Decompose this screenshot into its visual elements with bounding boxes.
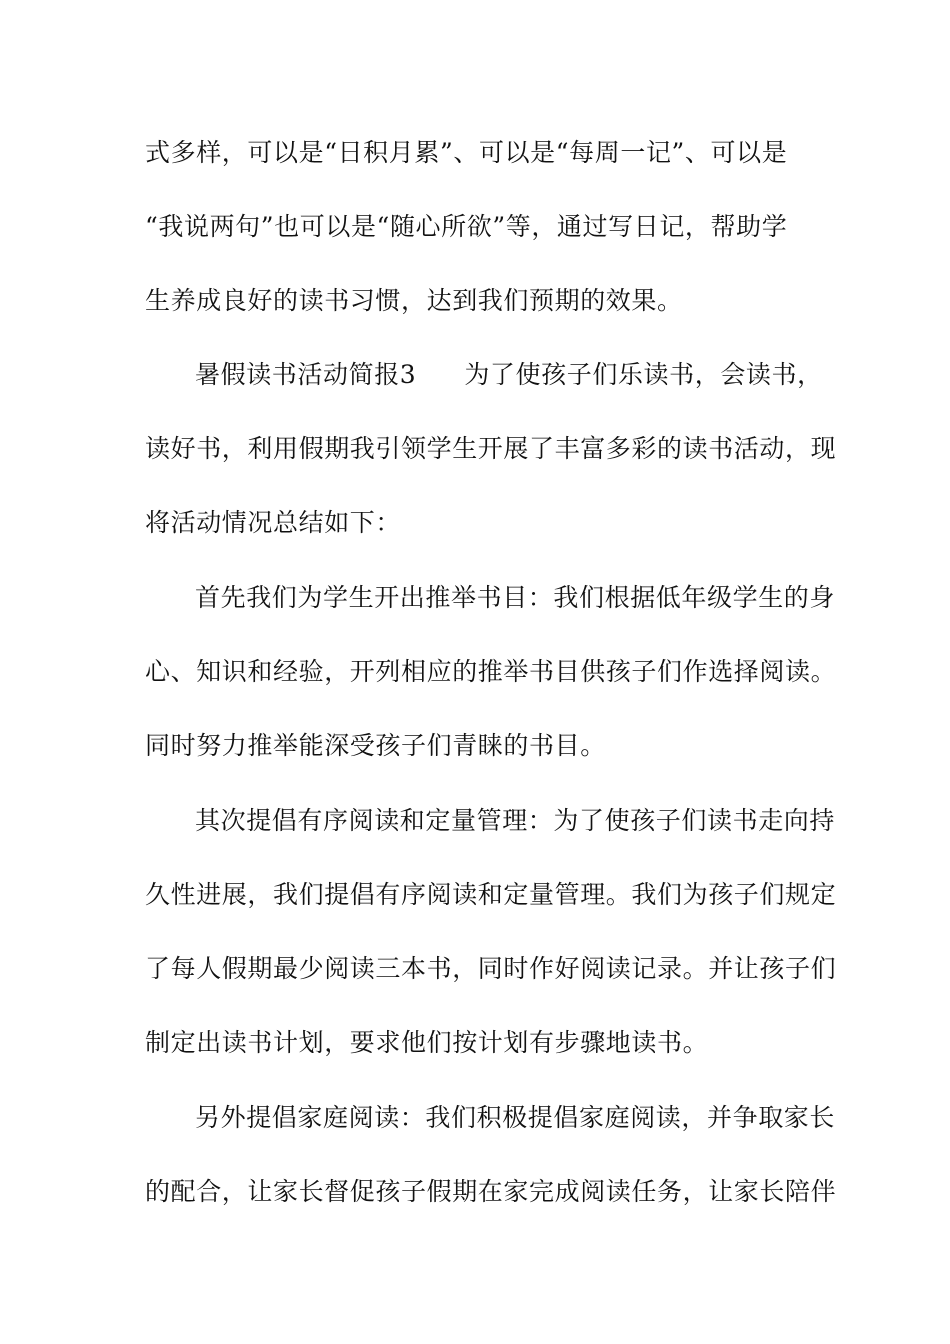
text-line: 读好书，利用假期我引领学生开展了丰富多彩的读书活动，现 [145, 434, 837, 463]
text-line: 另外提倡家庭阅读：我们积极提倡家庭阅读，并争取家长 [195, 1103, 836, 1132]
text-line: 的配合，让家长督促孩子假期在家完成阅读任务，让家长陪伴 [145, 1177, 837, 1206]
text-line: 生养成良好的读书习惯，达到我们预期的效果。 [145, 286, 683, 315]
heading-line [195, 360, 865, 390]
text-line: 久性进展，我们提倡有序阅读和定量管理。我们为孩子们规定 [145, 880, 837, 909]
text-line: 同时努力推举能深受孩子们青睐的书目。 [145, 731, 606, 760]
text-line: 式多样，可以是“日积月累”、可以是“每周一记”、可以是 [145, 138, 788, 167]
text-line: 了每人假期最少阅读三本书，同时作好阅读记录。并让孩子们 [145, 954, 837, 983]
text-line: 将活动情况总结如下： [145, 508, 402, 537]
text-line: 心、知识和经验，开列相应的推举书目供孩子们作选择阅读。 [145, 657, 837, 686]
section-heading: 暑假读书活动简报3 [195, 360, 417, 389]
text-line: 首先我们为学生开出推举书目：我们根据低年级学生的身 [195, 583, 836, 612]
text-line: 其次提倡有序阅读和定量管理：为了使孩子们读书走向持 [195, 806, 836, 835]
text-line: 为了使孩子们乐读书，会读书， [464, 360, 823, 389]
text-line: “我说两句”也可以是“随心所欲”等，通过写日记，帮助学 [145, 212, 788, 241]
text-line: 制定出读书计划，要求他们按计划有步骤地读书。 [145, 1028, 709, 1057]
